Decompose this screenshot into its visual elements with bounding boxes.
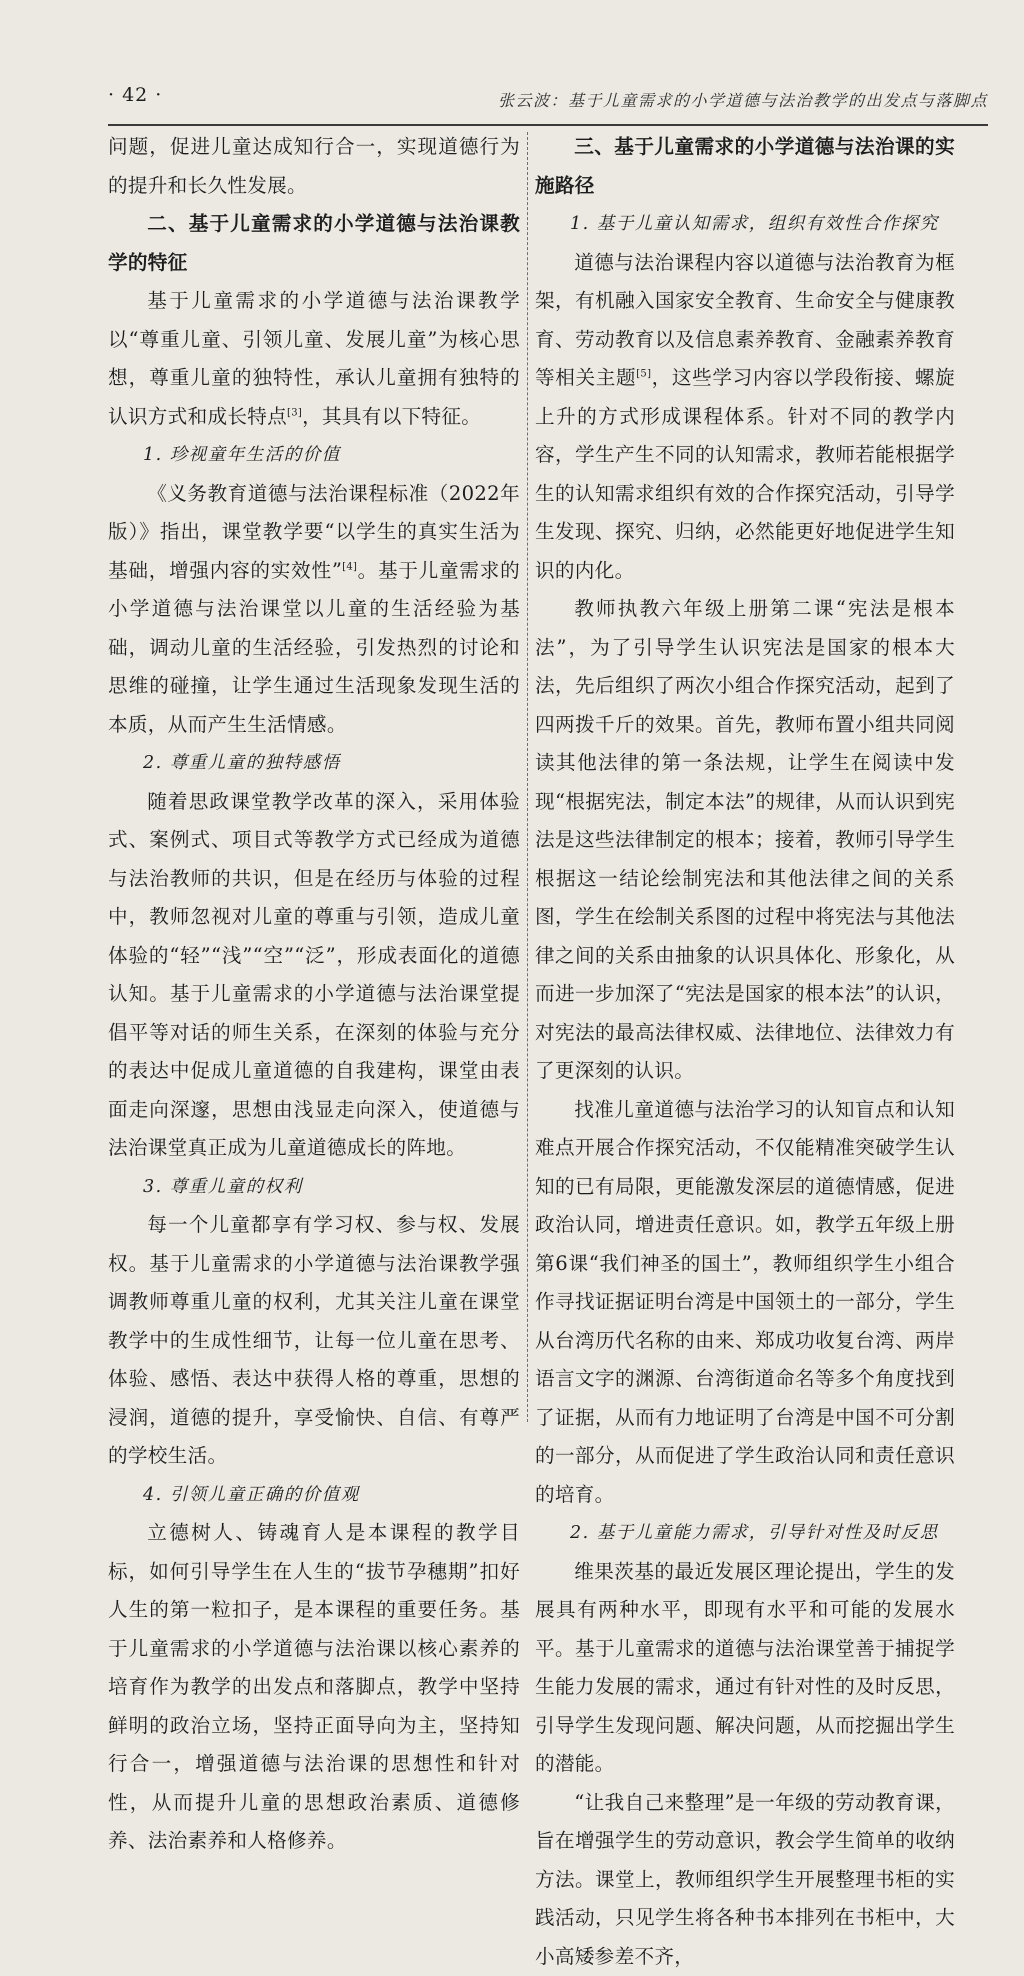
paragraph-text: 1. 珍视童年生活的价值: [143, 445, 341, 465]
running-title: 张云波：基于儿童需求的小学道德与法治教学的出发点与落脚点: [498, 88, 988, 111]
paragraph-text: 随着思政课堂教学改革的深入，采用体验式、案例式、项目式等教学方式已经成为道德与法治教师的共识，但是在经历与体验的过程中，教师忽视对儿童的尊重与引领，造成儿童体验的“轻”“浅”“空”“泛”，形成表面化的道德认知。基于儿童需求的小学道德与法治课堂提倡平等对话的师生关系，在深刻的体验与充分的表达中促成儿童道德的自我建构，课堂由表面走向深邃，思想由浅显走向深入，使道德与法治课堂真正成为儿童道德成长的阵地。: [108, 790, 520, 1160]
paragraph: [535, 590, 955, 1091]
paragraph-text: 三、基于儿童需求的小学道德与法治课的实施路径: [535, 135, 955, 197]
section-heading: [108, 205, 520, 282]
section-heading: [535, 128, 955, 205]
subsection-heading: [535, 1514, 955, 1553]
paragraph-text: 立德树人、铸魂育人是本课程的教学目标，如何引导学生在人生的“拔节孕穗期”扣好人生的第一粒扣子，是本课程的重要任务。基于儿童需求的小学道德与法治课以核心素养的培育作为教学的出发点和落脚点，教学中坚持鲜明的政治立场，坚持正面导向为主，坚持知行合一，增强道德与法治课的思想性和针对性，从而提升儿童的思想政治素质、道德修养、法治素养和人格修养。: [108, 1521, 520, 1852]
paragraph-text: 基于儿童需求的小学道德与法治课教学以“尊重儿童、引领儿童、发展儿童”为核心思想，尊重儿童的独特性，承认儿童拥有独特的认识方式和成长特点: [108, 289, 520, 428]
paragraph-text: 2. 基于儿童能力需求，引导针对性及时反思: [570, 1523, 939, 1543]
paragraph-text: 2. 尊重儿童的独特感悟: [143, 753, 341, 773]
paragraph: [108, 1206, 520, 1476]
subsection-heading: [108, 436, 520, 475]
paragraph-text: 教师执教六年级上册第二课“宪法是根本法”，为了引导学生认识宪法是国家的根本大法，先后组织了两次小组合作探究活动，起到了四两拨千斤的效果。首先，教师布置小组共同阅读其他法律的第一条法规，让学生在阅读中发现“根据宪法，制定本法”的规律，从而认识到宪法是这些法律制定的根本；接着，教师引导学生根据这一结论绘制宪法和其他法律之间的关系图，学生在绘制关系图的过程中将宪法与其他法律之间的关系由抽象的认识具体化、形象化，从而进一步加深了“宪法是国家的根本法”的认识，对宪法的最高法律权威、法律地位、法律效力有了更深刻的认识。: [535, 597, 955, 1082]
paragraph-text: 《义务教育道德与法治课程标准（2022年版）》指出，课堂教学要“以学生的真实生活为基础，增强内容的实效性”: [108, 482, 520, 582]
right-column: [535, 128, 955, 1426]
column-divider: [527, 132, 528, 1422]
left-column: [108, 128, 520, 1426]
paragraph-text-continued: 。基于儿童需求的小学道德与法治课堂以儿童的生活经验为基础，调动儿童的生活经验，引发热烈的讨论和思维的碰撞，让学生通过生活现象发现生活的本质，从而产生生活情感。: [108, 559, 520, 736]
paragraph-text: “让我自己来整理”是一年级的劳动教育课，旨在增强学生的劳动意识，教会学生简单的收纳方法。课堂上，教师组织学生开展整理书柜的实践活动，只见学生将各种书本排列在书柜中，大小高矮参差不齐，: [535, 1791, 955, 1968]
paragraph-text: 二、基于儿童需求的小学道德与法治课教学的特征: [108, 212, 520, 274]
subsection-heading: [108, 1168, 520, 1207]
paragraph-text-continued: ，这些学习内容以学段衔接、螺旋上升的方式形成课程体系。针对不同的教学内容，学生产生不同的认知需求，教师若能根据学生的认知需求组织有效的合作探究活动，引导学生发现、探究、归纳，必然能更好地促进学生知识的内化。: [535, 366, 955, 582]
paragraph: [535, 1091, 955, 1515]
paragraph: [535, 244, 955, 591]
paragraph-text: 1. 基于儿童认知需求，组织有效性合作探究: [570, 214, 939, 234]
paragraph: [108, 1514, 520, 1861]
page-number: · 42 ·: [108, 84, 162, 106]
paragraph: [108, 475, 520, 745]
paragraph-text: 找准儿童道德与法治学习的认知盲点和认知难点开展合作探究活动，不仅能精准突破学生认知的已有局限，更能激发深层的道德情感，促进政治认同，增进责任意识。如，教学五年级上册第6课“我们神圣的国土”，教师组织学生小组合作寻找证据证明台湾是中国领土的一部分，学生从台湾历代名称的由来、郑成功收复台湾、两岸语言文字的渊源、台湾街道命名等多个角度找到了证据，从而有力地证明了台湾是中国不可分割的一部分，从而促进了学生政治认同和责任意识的培育。: [535, 1098, 955, 1506]
citation-ref: [3]: [287, 407, 302, 418]
page-header: [108, 78, 988, 126]
paragraph-text: 道德与法治课程内容以道德与法治教育为框架，有机融入国家安全教育、生命安全与健康教育、劳动教育以及信息素养教育、金融素养教育等相关主题: [535, 251, 955, 390]
paragraph: [108, 282, 520, 436]
paragraph-text: 每一个儿童都享有学习权、参与权、发展权。基于儿童需求的小学道德与法治课教学强调教师尊重儿童的权利，尤其关注儿童在课堂教学中的生成性细节，让每一位儿童在思考、体验、感悟、表达中获得人格的尊重，思想的浸润，道德的提升，享受愉快、自信、有尊严的学校生活。: [108, 1213, 520, 1467]
paragraph: [535, 1784, 955, 1976]
paragraph-text-continued: ，其具有以下特征。: [302, 405, 481, 428]
paragraph: [108, 128, 520, 205]
paragraph-text: 3. 尊重儿童的权利: [143, 1177, 303, 1197]
subsection-heading: [108, 1476, 520, 1515]
paragraph-text: 问题，促进儿童达成知行合一，实现道德行为的提升和长久性发展。: [108, 135, 520, 197]
subsection-heading: [108, 744, 520, 783]
paragraph-text: 4. 引领儿童正确的价值观: [143, 1485, 360, 1505]
paragraph-text: 维果茨基的最近发展区理论提出，学生的发展具有两种水平，即现有水平和可能的发展水平。基于儿童需求的道德与法治课堂善于捕捉学生能力发展的需求，通过有针对性的及时反思，引导学生发现问题、解决问题，从而挖掘出学生的潜能。: [535, 1560, 955, 1776]
citation-ref: [5]: [636, 368, 651, 379]
subsection-heading: [535, 205, 955, 244]
paragraph: [535, 1553, 955, 1784]
citation-ref: [4]: [342, 561, 357, 572]
paragraph: [108, 783, 520, 1168]
